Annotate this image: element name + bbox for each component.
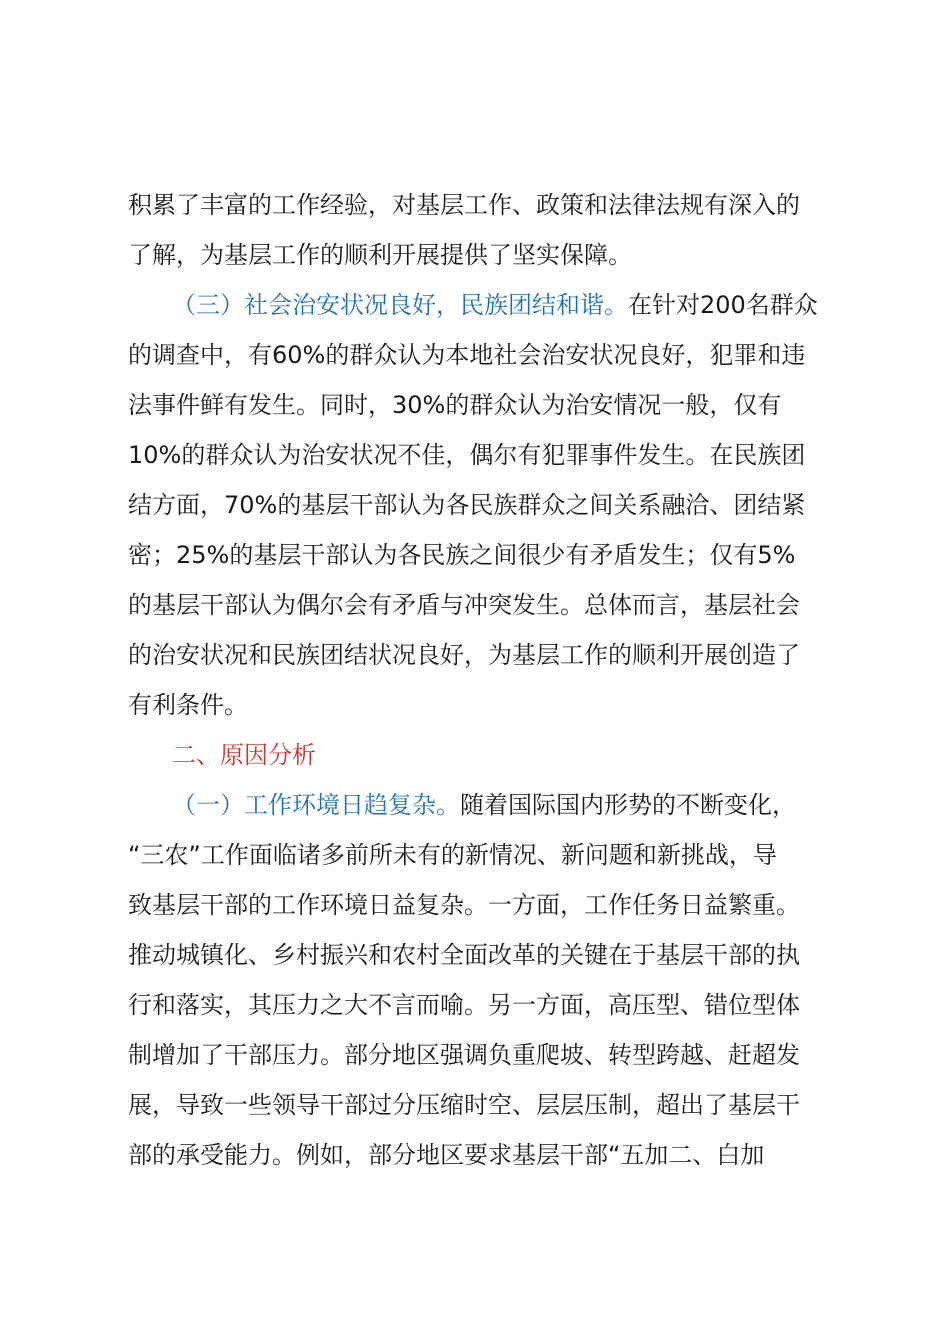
body-line: 有利条件。 <box>128 691 248 719</box>
body-line: 致基层干部的工作环境日益复杂。一方面，工作任务日益繁重。 <box>128 891 800 919</box>
body-line: 法事件鲜有发生。同时，30%的群众认为治安情况一般，仅有 <box>128 391 782 419</box>
body-line: 部的承受能力。例如，部分地区要求基层干部“五加二、白加 <box>128 1141 765 1169</box>
document-page <box>128 180 858 1180</box>
body-line: 制增加了干部压力。部分地区强调负重爬坡、转型跨越、赶超发 <box>128 1041 800 1069</box>
subsection-heading: （三）社会治安状况良好，民族团结和谐。 <box>172 291 628 319</box>
body-line: 推动城镇化、乡村振兴和农村全面改革的关键在于基层干部的执 <box>128 941 800 969</box>
body-line: “三农”工作面临诸多前所未有的新情况、新问题和新挑战，导 <box>128 841 777 869</box>
body-line: 的调查中，有60%的群众认为本地社会治安状况良好，犯罪和违 <box>128 341 806 369</box>
subsection-heading: （一）工作环境日趋复杂。 <box>172 791 460 819</box>
paragraph-line-with-heading: （一）工作环境日趋复杂。随着国际国内形势的不断变化， <box>172 791 796 819</box>
body-line: 了解，为基层工作的顺利开展提供了坚实保障。 <box>128 241 632 269</box>
body-line: 结方面，70%的基层干部认为各民族群众之间关系融洽、团结紧 <box>128 491 806 519</box>
section-heading-line <box>128 730 858 780</box>
section-heading: 二、原因分析 <box>172 741 316 769</box>
body-line: 的治安状况和民族团结状况良好，为基层工作的顺利开展创造了 <box>128 641 800 669</box>
body-line: 展，导致一些领导干部过分压缩时空、层层压制，超出了基层干 <box>128 1091 800 1119</box>
body-line: 密；25%的基层干部认为各民族之间很少有矛盾发生；仅有5% <box>128 541 796 569</box>
body-line: 行和落实，其压力之大不言而喻。另一方面，高压型、错位型体 <box>128 991 800 1019</box>
paragraph-line-with-heading: （三）社会治安状况良好，民族团结和谐。在针对200名群众 <box>172 291 818 319</box>
body-line: 的基层干部认为偶尔会有矛盾与冲突发生。总体而言，基层社会 <box>128 591 800 619</box>
body-line: 积累了丰富的工作经验，对基层工作、政策和法律法规有深入的 <box>128 191 800 219</box>
body-line: 10%的群众认为治安状况不佳，偶尔有犯罪事件发生。在民族团 <box>128 441 806 469</box>
